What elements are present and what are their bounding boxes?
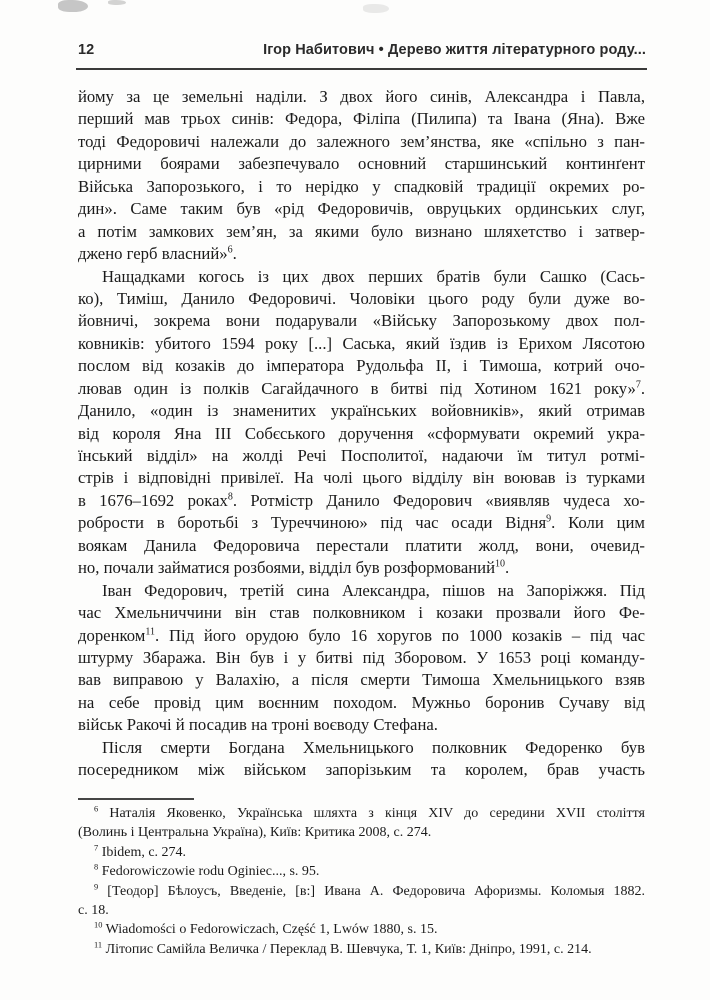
text-line: послом від козаків до імператора Рудольфа II, і Тимоша, котрий очо- xyxy=(78,356,645,376)
scan-artifact xyxy=(363,4,389,13)
text-line: а потім замкових зем’ян, за якими було визнано шляхетство і затвер- xyxy=(78,221,645,241)
text-line: Війська Запорозького, і то нерідко у спадковій традиції окремих ро- xyxy=(78,176,645,196)
text-line: Іван Федорович, третій сина Александра, пішов на Запоріжжя. Під xyxy=(102,580,645,600)
text-line: від короля Яна III Собєського доручення «сформувати окремий укра- xyxy=(78,423,645,443)
text-line: в 1676–1692 роках$^8$. Ротмістр Данило Федорович «виявляв чудеса хо- xyxy=(78,490,645,510)
footnote-ref: 6 xyxy=(94,804,99,814)
text-line: цирними боярами забезпечувало основний старшинський континґент xyxy=(78,154,645,174)
text-line: тоді Федоровичі належали до залежного зем’янства, яке «спільно з пан- xyxy=(78,131,645,151)
scan-artifact xyxy=(58,0,88,12)
text-line: військ Ракочі й посадив на троні воєводу Стефана. xyxy=(78,715,438,735)
text-line: с. 18. xyxy=(78,903,109,919)
text-line: $^6$ Наталія Яковенко, Українська шляхта з кінця XIV до середини XVII століття xyxy=(94,804,645,821)
footnote-separator xyxy=(78,798,194,800)
text-line: їнський відділ» на жолді Речі Посполитої, надаючи їм титул ротмі- xyxy=(78,446,645,465)
footnote-ref: 9 xyxy=(546,513,552,525)
text-line: йому за це земельні наділи. З двох його синів, Александра і Павла, xyxy=(78,87,645,106)
page-header xyxy=(78,42,646,58)
text-line: йовничі, зокрема вони подарували «Війську Запорозькому двох пол- xyxy=(78,311,645,331)
text-line: $^{10}$ Wiadomości o Fedorowiczach, Część 1, Lwów 1880, s. 15. xyxy=(94,920,438,938)
footnote-ref: 10 xyxy=(94,920,103,930)
running-title: Ігор Набитович • Дерево життя літературного роду... xyxy=(263,42,646,58)
footnote-ref: 10 xyxy=(495,558,506,570)
text-line: штурму Збаража. Він був і у битві під Зборовом. У 1653 році команду- xyxy=(78,647,645,667)
text-line: на себе провід цим воєнним походом. Мужньо боронив Сучаву від xyxy=(78,692,645,712)
text-line: час Хмельниччини він став полковником і козаки прозвали його Фе- xyxy=(78,603,645,623)
text-line: $^8$ Fedorowiczowie rodu Oginiec..., s. 95. xyxy=(94,862,320,880)
footnote-ref: 6 xyxy=(227,244,233,256)
footnote xyxy=(78,804,645,843)
text-line: стрів і відповідні привілеї. На чолі цього відділу він воював із турками xyxy=(78,468,645,488)
footnote xyxy=(78,940,645,959)
header-rule xyxy=(76,68,647,70)
text-line: перший мав трьох синів: Федора, Філіпа (Пилипа) та Івана (Яна). Вже xyxy=(78,109,645,129)
footnote-ref: 11 xyxy=(145,625,156,637)
footnote-ref: 7 xyxy=(635,379,641,391)
footnote-ref: 11 xyxy=(94,940,103,950)
page-number: 12 xyxy=(78,42,95,58)
footnote-ref: 9 xyxy=(94,881,99,891)
footnote xyxy=(78,882,645,921)
text-line: ко), Тиміш, Данило Федоровичі. Чоловіки цього роду були дуже во- xyxy=(78,288,645,308)
paragraph xyxy=(78,266,645,580)
paragraph xyxy=(78,737,645,782)
text-line: Після смерти Богдана Хмельницького полковник Федоренко був xyxy=(102,737,645,757)
text-line: ковників: убитого 1594 року [...] Саська, який їздив із Ерихом Лясотою xyxy=(78,333,645,353)
text-line: вав виправою у Валахію, а після смерти Тимоша Хмельницького взяв xyxy=(78,670,645,690)
text-line: $^7$ Ibidem, с. 274. xyxy=(94,843,187,860)
text-line: робрости в боротьбі з Туреччиною» під час осади Відня$^9$. Коли цим xyxy=(78,513,645,533)
text-line: джено герб власний»$^6$. xyxy=(78,244,237,264)
paragraph xyxy=(78,580,645,737)
footnote xyxy=(78,920,645,939)
text-line: посередником між військом запорізьким та королем, брав участь xyxy=(78,760,645,780)
text-line: Нащадками когось із цих двох перших братів були Сашко (Сась- xyxy=(102,266,645,286)
text-line: воякам Данила Федоровича перестали платити жолд, вони, очевид- xyxy=(78,535,645,555)
text-line: дин». Саме таким був «рід Федоровичів, овруцьких ординських слуг, xyxy=(78,199,645,219)
footnote xyxy=(78,843,645,862)
footnote xyxy=(78,862,645,881)
text-line: $^{11}$ Літопис Самійла Величка / Переклад В. Шевчука, Т. 1, Київ: Дніпро, 1991, с. 214. xyxy=(94,940,592,957)
footnote-ref: 8 xyxy=(94,862,99,872)
footnote-ref: 8 xyxy=(227,491,233,503)
footnotes-list xyxy=(78,804,645,959)
text-line: доренком$^{11}$. Під його орудою було 16 хоругов по 1000 козаків – під час xyxy=(78,625,645,645)
body-text xyxy=(78,86,645,782)
paragraph xyxy=(78,86,645,266)
text-line: $^9$ [Теодор] Бѣлоусъ, Введеніе, [в:] Ивана А. Федоровича Афоризмы. Коломыя 1882. xyxy=(94,881,645,899)
footnote-ref: 7 xyxy=(94,843,99,853)
text-line: (Волинь і Центральна Україна), Київ: Критика 2008, с. 274. xyxy=(78,825,432,841)
text-line: лював один із полків Сагайдачного в битві під Хотином 1621 року»$^7$. xyxy=(78,378,645,398)
scan-artifact xyxy=(108,0,126,5)
text-line: Данило, «один із знаменитих українських войовників», який отримав xyxy=(78,401,645,421)
text-line: но, почали займатися розбоями, відділ був розформований$^{10}$. xyxy=(78,558,510,578)
